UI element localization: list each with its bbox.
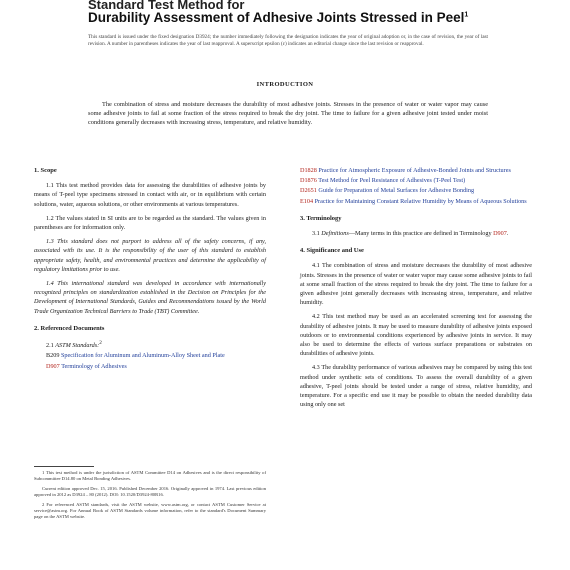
referenced-documents-list [34, 339, 266, 371]
terminology-text: —Many terms in this practice are defined in Terminology [348, 230, 492, 238]
scope-1-1: 1.1 This test method provides data for assessing the durabilities of adhesive joints by means of T-peel type specimens stressed in contact with air, or in equilibrium with certain solutions, water, aqueous solutions, or other environments at various temperatures. [34, 182, 266, 208]
footnote-divider [34, 466, 94, 467]
definitions-term: Definitions [321, 230, 349, 238]
ref-link[interactable]: Specification for Aluminum and Aluminum-Alloy Sheet and Plate [60, 352, 225, 360]
ref-title: ASTM Standards: [55, 342, 100, 350]
footnotes [34, 470, 266, 524]
terminology-ref-link[interactable]: D907 [493, 230, 507, 238]
designation-notice: This standard is issued under the fixed designation D3924; the number immediately following the designation indicates the year of original adoption or, in the case of revision, the year of last revision. A number in parentheses indicates the year of last reapproval. A superscript epsilon (ε) indicates an editorial change since the last revision or reapproval. [88, 34, 488, 48]
significance-4-2: 4.2 This test method may be used as an accelerated screening test for assessing the durability of adhesive joints. It may be used to measure durability of adhesive joints exposed outdoors or to environmental conditions experienced by adhesive joints in service. It may also be used to determine the effects of various surface preparations or substrates on durabilities of adhesive joints. [300, 313, 532, 358]
ref-code: D1828 [300, 167, 317, 174]
ref-link[interactable]: Test Method for Peel Resistance of Adhesives (T-Peel Test) [318, 177, 466, 185]
referenced-documents-continued [300, 166, 532, 206]
ref-d907[interactable] [46, 362, 266, 371]
ref-code: 2.1 [46, 342, 54, 350]
scope-1-2: 1.2 The values stated in SI units are to be regarded as the standard. The values given in parentheses are for information only. [34, 214, 266, 232]
right-column [300, 166, 532, 414]
significance-4-3: 4.3 The durability performance of various adhesives may be compared by using this test method under synthetic sets of conditions. To assess the overall durability of a given adhesive, T-peel joints should be tested under a range of stress, relative humidity, and temperature. For a specific end use it may be possible to obtain the needed durability data using only one set [300, 364, 532, 409]
title-line-2 [88, 10, 468, 25]
left-column [34, 166, 266, 372]
ref-astm-standards [46, 339, 266, 350]
ref-code: E104 [300, 197, 314, 205]
introduction-heading: INTRODUCTION [256, 81, 314, 88]
clause-number: 3.1 [312, 230, 320, 238]
section-heading-referenced-documents: 2. Referenced Documents [34, 324, 105, 332]
document-title: Durability Assessment of Adhesive Joints Stressed in Peel [88, 10, 465, 25]
title-line-1: Standard Test Method for [88, 0, 245, 12]
ref-link[interactable]: Practice for Atmospheric Exposure of Adhesive-Bonded Joints and Structures [318, 167, 511, 174]
footnote-1: 1 This test method is under the jurisdiction of ASTM Committee D14 on Adhesives and is the direct responsibility of Subcommittee D14.80 on Metal Bonding Adhesives. [34, 470, 266, 482]
significance-4-1: 4.1 The combination of stress and moisture decreases the durability of most adhesive joints. Stresses in the presence of water or water vapor may cause some adhesive joints to fail at some small fraction of the stress required to break the dry joint. The time to failure for a given adhesive joint generally decreases with increasing stress, temperature, and relative humidity. [300, 262, 532, 307]
ref-link[interactable]: Guide for Preparation of Metal Surfaces for Adhesive Bonding [318, 187, 475, 195]
ref-code: D2651 [300, 187, 317, 195]
terminology-3-1: 3.1 Definitions—Many terms in this practice are defined in Terminology D907. [312, 230, 509, 238]
title-footnote-marker: 1 [464, 11, 469, 19]
ref-code: B209 [46, 352, 60, 360]
ref-d1876[interactable] [300, 176, 532, 185]
footnote-edition: Current edition approved Dec. 15, 2016. Published December 2016. Originally approved in 1974. Last previous edition approved in 2012 as D3924 – 80 (2012). DOI: 10.1520/D3924-80R16. [34, 485, 266, 498]
ref-code: D907 [46, 362, 60, 370]
section-heading-significance: 4. Significance and Use [300, 247, 364, 255]
ref-e104[interactable] [300, 197, 532, 206]
ref-d2651[interactable] [300, 186, 532, 195]
ref-code: D1876 [300, 177, 317, 185]
scope-1-4: 1.4 This international standard was developed in accordance with internationally recognized principles on standardization established in the Decision on Principles for the Development of International Standards, Guides and Recommendations issued by the World Trade Organization Technical Barriers to Trade (TBT) Committee. [34, 280, 266, 315]
ref-d1828[interactable] [300, 166, 532, 175]
ref-b209[interactable] [46, 351, 266, 360]
ref-link[interactable]: Practice for Maintaining Constant Relative Humidity by Means of Aqueous Solutions [314, 197, 527, 205]
section-heading-scope: 1. Scope [34, 167, 57, 174]
ref-footnote-marker: 2 [99, 340, 102, 347]
footnote-2: 2 For referenced ASTM standards, visit the ASTM website, www.astm.org, or contact ASTM Customer Service at service@astm.org. For Annual Book of ASTM Standards volume information, refer to the standard's Document Summary page on the ASTM website. [34, 501, 266, 520]
ref-link[interactable]: Terminology of Adhesives [61, 362, 127, 370]
scope-1-3: 1.3 This standard does not purport to address all of the safety concerns, if any, associated with its use. It is the responsibility of the user of this standard to establish appropriate safety, health, and environmental practices and determine the applicability of regulatory limitations prior to use. [34, 238, 266, 273]
introduction-text: The combination of stress and moisture decreases the durability of most adhesive joints. Stresses in the presence of water or water vapor may cause some adhesive joints to fail at some fraction of the stress required to break the dry joint. The time to failure for a given adhesive joint tested under moist conditions generally decreases with increasing stress, temperature, and relative humidity. [88, 101, 488, 127]
section-heading-terminology: 3. Terminology [300, 214, 342, 222]
